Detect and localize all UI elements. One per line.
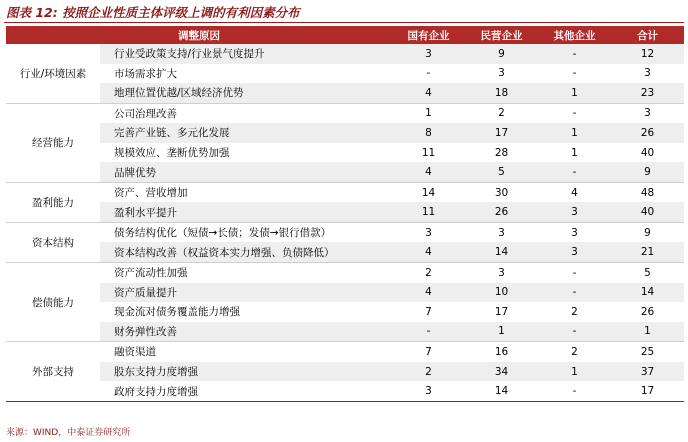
table-row xyxy=(6,342,684,362)
category-external-support: 外部支持 xyxy=(6,342,100,402)
reason-cell: 市场需求扩大 xyxy=(114,67,177,80)
total-cell: 48 xyxy=(640,186,655,199)
table-row xyxy=(6,283,684,303)
private-cell: 17 xyxy=(494,126,509,139)
total-cell: 12 xyxy=(640,47,655,60)
soe-cell: 14 xyxy=(421,186,436,199)
reason-cell: 资产、营收增加 xyxy=(114,187,188,200)
soe-cell: 11 xyxy=(392,202,465,222)
soe-cell: 2 xyxy=(425,365,432,378)
table-row xyxy=(6,263,684,283)
table-row xyxy=(6,302,684,322)
reason-cell: 行业受政策支持/行业景气度提升 xyxy=(114,48,265,61)
reason-cell: 资产质量提升 xyxy=(114,286,177,299)
soe-cell: 2 xyxy=(425,266,432,279)
table-header-row xyxy=(6,26,684,44)
category-industry: 行业/环境因素 xyxy=(6,44,100,103)
private-cell: 28 xyxy=(494,146,509,159)
soe-cell: 4 xyxy=(425,286,432,299)
table-row xyxy=(6,242,684,262)
other-cell: 3 xyxy=(538,242,611,262)
total-cell: 9 xyxy=(611,162,684,182)
reason-cell: 债务结构优化（短债→长债；发债→银行借款） xyxy=(114,227,332,240)
private-cell: 10 xyxy=(494,286,509,299)
header-other: 其他企业 xyxy=(538,26,611,44)
table-row xyxy=(6,44,684,64)
table-row xyxy=(6,182,684,202)
private-cell: 14 xyxy=(465,242,538,262)
table-row xyxy=(6,162,684,182)
other-cell: 3 xyxy=(538,202,611,222)
private-cell: 1 xyxy=(465,322,538,342)
total-cell: 26 xyxy=(640,126,655,139)
total-cell: 40 xyxy=(640,146,655,159)
other-cell: - xyxy=(538,381,611,401)
private-cell: 5 xyxy=(465,162,538,182)
other-cell: 4 xyxy=(571,186,578,199)
soe-cell: 3 xyxy=(425,47,432,60)
soe-cell: 7 xyxy=(425,305,432,318)
other-cell: - xyxy=(538,162,611,182)
table-row xyxy=(6,322,684,342)
private-cell: 16 xyxy=(494,345,509,358)
category-capital-structure: 资本结构 xyxy=(6,222,100,262)
total-cell: 3 xyxy=(644,67,651,80)
soe-cell: 1 xyxy=(425,107,432,120)
header-soe: 国有企业 xyxy=(392,26,465,44)
soe-cell: 3 xyxy=(425,226,432,239)
header-private: 民营企业 xyxy=(465,26,538,44)
category-profitability: 盈利能力 xyxy=(6,182,100,222)
other-cell: 3 xyxy=(571,226,578,239)
reason-cell: 现金流对债务覆盖能力增强 xyxy=(114,306,240,319)
private-cell: 30 xyxy=(494,186,509,199)
soe-cell: 8 xyxy=(425,126,432,139)
soe-cell: 4 xyxy=(392,162,465,182)
table-row xyxy=(6,222,684,242)
total-cell: 14 xyxy=(640,286,655,299)
soe-cell: 7 xyxy=(425,345,432,358)
private-cell: 34 xyxy=(494,365,509,378)
private-cell: 26 xyxy=(465,202,538,222)
private-cell: 2 xyxy=(498,107,505,120)
reason-cell: 规模效应、垄断优势加强 xyxy=(114,147,230,159)
header-reason: 调整原因 xyxy=(6,26,392,44)
private-cell: 3 xyxy=(498,67,505,80)
other-cell: - xyxy=(572,47,577,60)
private-cell: 3 xyxy=(498,226,505,239)
other-cell: 2 xyxy=(571,345,578,358)
total-cell: 1 xyxy=(611,322,684,342)
private-cell: 14 xyxy=(465,381,538,401)
other-cell: - xyxy=(572,286,577,299)
private-cell: 9 xyxy=(498,47,505,60)
other-cell: 1 xyxy=(571,365,578,378)
total-cell: 21 xyxy=(611,242,684,262)
reason-cell: 资本结构改善（权益资本实力增强、负债降低） xyxy=(100,242,392,262)
other-cell: 1 xyxy=(538,83,611,103)
total-cell: 26 xyxy=(640,305,655,318)
soe-cell: 11 xyxy=(421,146,436,159)
private-cell: 3 xyxy=(498,266,505,279)
soe-cell: - xyxy=(392,322,465,342)
private-cell: 17 xyxy=(494,305,509,318)
reason-cell: 融资渠道 xyxy=(114,346,156,359)
soe-cell: - xyxy=(426,67,431,80)
reason-cell: 盈利水平提升 xyxy=(100,202,392,222)
soe-cell: 4 xyxy=(392,83,465,103)
other-cell: - xyxy=(572,266,577,279)
total-cell: 17 xyxy=(611,381,684,401)
other-cell: 1 xyxy=(571,126,578,139)
category-operation: 经营能力 xyxy=(6,103,100,182)
reason-cell: 品牌优势 xyxy=(100,162,392,182)
soe-cell: 4 xyxy=(392,242,465,262)
other-cell: 2 xyxy=(571,305,578,318)
table-row xyxy=(6,123,684,143)
source-note: 来源：WIND，中泰证券研究所 xyxy=(6,428,131,438)
category-solvency: 偿债能力 xyxy=(6,263,100,342)
reason-cell: 股东支持力度增强 xyxy=(114,366,198,379)
reason-cell: 政府支持力度增强 xyxy=(100,381,392,401)
table-row xyxy=(6,143,684,163)
rating-upgrade-table xyxy=(6,26,684,402)
other-cell: - xyxy=(572,107,577,120)
table-row xyxy=(6,64,684,84)
table-row xyxy=(6,83,684,103)
total-cell: 5 xyxy=(644,266,651,279)
total-cell: 3 xyxy=(644,107,651,120)
reason-cell: 完善产业链、多元化发展 xyxy=(114,127,230,140)
soe-cell: 3 xyxy=(392,381,465,401)
total-cell: 9 xyxy=(644,226,651,239)
total-cell: 23 xyxy=(611,83,684,103)
total-cell: 25 xyxy=(640,345,655,358)
other-cell: - xyxy=(572,67,577,80)
reason-cell: 资产流动性加强 xyxy=(114,267,188,280)
table-row xyxy=(6,381,684,401)
table-row xyxy=(6,362,684,382)
total-cell: 40 xyxy=(611,202,684,222)
reason-cell: 地理位置优越/区域经济优势 xyxy=(100,83,392,103)
table-row xyxy=(6,103,684,123)
reason-cell: 财务弹性改善 xyxy=(100,322,392,342)
other-cell: 1 xyxy=(571,146,578,159)
header-total: 合计 xyxy=(611,26,684,44)
table-row xyxy=(6,202,684,222)
private-cell: 18 xyxy=(465,83,538,103)
total-cell: 37 xyxy=(640,365,655,378)
other-cell: - xyxy=(538,322,611,342)
figure-title: 图表 12: 按照企业性质主体评级上调的有利因素分布 xyxy=(6,5,300,20)
title-rule xyxy=(4,22,684,23)
reason-cell: 公司治理改善 xyxy=(114,107,177,120)
